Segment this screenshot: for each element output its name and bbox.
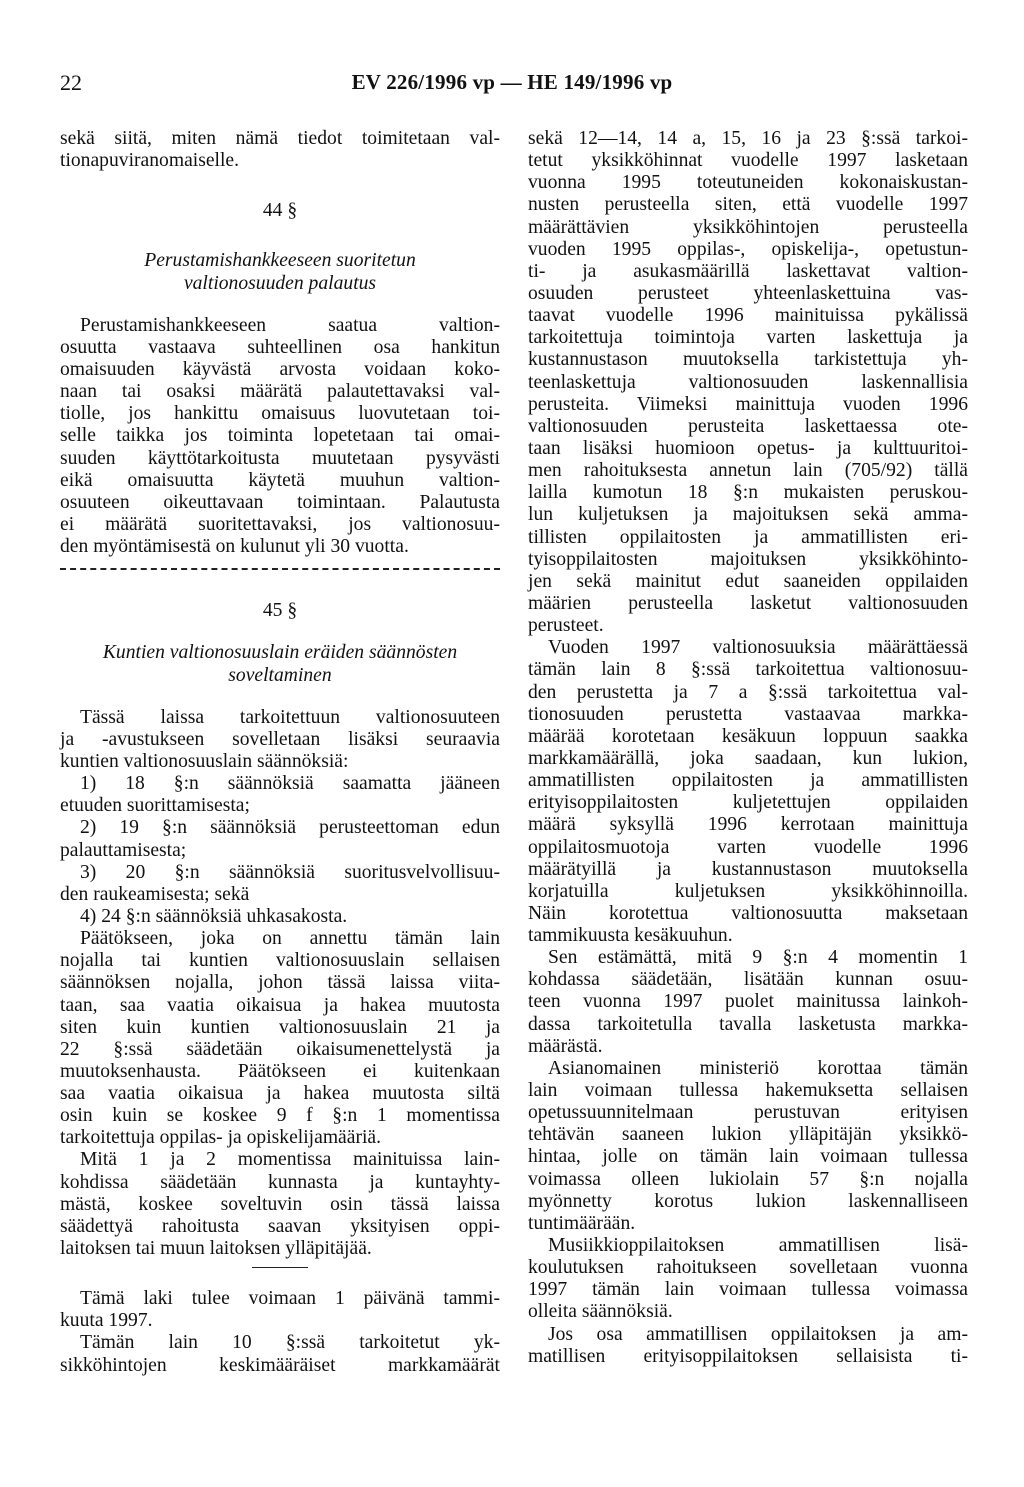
text-line: Sen estämättä, mitä 9 §:n 4 momentin 1 <box>548 947 968 969</box>
closing-paragraph-1 <box>60 1288 500 1332</box>
text-line: saa vaatia oikaisua ja hakea muutosta siltä <box>60 1083 500 1105</box>
text-line: laitoksen tai muun laitoksen ylläpitäjää. <box>60 1238 372 1260</box>
text-line: Tämän lain 10 §:ssä tarkoitetut yk- <box>80 1332 500 1354</box>
text-line: säädettyä rahoitusta saavan yksityisen oppi- <box>60 1215 500 1237</box>
text-line: säännöksen nojalla, johon tässä laissa viita- <box>60 972 500 994</box>
text-line: ti- ja asukasmäärillä laskettavat valtion- <box>528 260 968 282</box>
text-line: ammatillisten oppilaitosten ja ammatillisten <box>528 770 968 792</box>
text-line: omaisuuden käyvästä arvosta voidaan koko- <box>60 358 500 380</box>
text-line: muutoksenhausta. Päätökseen ei kuitenkaan <box>60 1060 500 1082</box>
text-line: naan tai osaksi määrätä palautettavaksi val- <box>60 381 500 403</box>
list-item <box>60 862 500 906</box>
text-line: voimassa olleen lukiolain 57 §:n nojalla <box>528 1168 968 1190</box>
text-line: osuuden perusteet yhteenlaskettuina vas- <box>528 282 968 304</box>
text-line: 2) 19 §:n säännöksiä perusteettoman edun <box>80 817 500 839</box>
paragraph <box>528 128 968 637</box>
text-line: määrää korotetaan kesäkuun loppuun saakka <box>528 725 968 747</box>
left-column <box>60 128 500 1377</box>
text-line: Perustamishankkeeseen suoritetun <box>144 250 416 272</box>
section-45-title <box>60 642 500 686</box>
text-line: perusteita. Viimeksi mainittuja vuoden 1996 <box>528 393 968 415</box>
text-line: Tämä laki tulee voimaan 1 päivänä tammi- <box>80 1288 500 1310</box>
text-line: men rahoituksesta annetun lain (705/92) tällä <box>528 460 968 482</box>
text-line: vuoden 1995 oppilas-, opiskelija-, opetustun- <box>528 238 968 260</box>
text-line: teenlaskettuja valtionosuuden laskennallisia <box>528 371 968 393</box>
right-column <box>528 128 968 1368</box>
text-line: Näin korotettua valtionosuutta maksetaan <box>528 902 968 924</box>
text-line: mästä, koskee soveltuvin osin tässä laissa <box>60 1193 500 1215</box>
closing-paragraph-2 <box>60 1332 500 1376</box>
text-line: tehtävän saaneen lukion ylläpitäjän yksikkö- <box>528 1124 968 1146</box>
text-line: kohdassa säädetään, lisätään kunnan osuu- <box>528 969 968 991</box>
text-line: määrästä. <box>528 1035 603 1057</box>
text-line: tiolle, jos hankittu omaisuus luovutetaan toi- <box>60 403 500 425</box>
text-line: tillisten oppilaitosten ja ammatillisten eri- <box>528 526 968 548</box>
text-line: soveltaminen <box>228 664 332 686</box>
text-line: Kuntien valtionosuuslain eräiden säännösten <box>102 642 458 664</box>
text-line: 3) 20 §:n säännöksiä suoritusvelvollisuu- <box>80 861 500 883</box>
horizontal-rule <box>60 1260 500 1278</box>
text-line: markkamäärällä, joka saadaan, kun lukion, <box>528 747 968 769</box>
text-line: lun kuljetuksen ja majoituksen sekä amma- <box>528 504 968 526</box>
text-line: kustannustason muutoksella tarkistettuja yh- <box>528 349 968 371</box>
text-line: ei määrätä suoritettavaksi, jos valtionosuu- <box>60 513 500 535</box>
text-line: tammikuusta kesäkuuhun. <box>528 925 733 947</box>
text-line: palauttamisesta; <box>60 839 187 861</box>
text-line: lailla kumotun 18 §:n mukaisten peruskou- <box>528 482 968 504</box>
text-line: matillisen erityisoppilaitoksen sellaisista ti- <box>528 1345 968 1367</box>
text-line: sekä 12—14, 14 a, 15, 16 ja 23 §:ssä tarkoi- <box>528 128 968 149</box>
text-line: lain voimaan tullessa hakemuksetta sellaisen <box>528 1080 968 1102</box>
text-line: koulutuksen rahoitukseen sovelletaan vuonna <box>528 1257 968 1279</box>
text-line: Musiikkioppilaitoksen ammatillisen lisä- <box>548 1235 968 1257</box>
running-title: EV 226/1996 vp — HE 149/1996 vp <box>351 70 673 94</box>
text-line: den myöntämisestä on kulunut yli 30 vuotta. <box>60 536 409 558</box>
paragraph <box>528 1235 968 1324</box>
section-45-intro <box>60 707 500 773</box>
text-line: osuutta vastaava suhteellinen osa hankitun <box>60 336 500 358</box>
text-line: etuuden suorittamisesta; <box>60 795 250 817</box>
text-line: 1) 18 §:n säännöksiä saamatta jääneen <box>80 773 500 795</box>
text-line: taan lisäksi huomioon opetus- ja kulttuuritoi- <box>528 437 968 459</box>
text-line: oppilaitosmuotoja varten vuodelle 1996 <box>528 836 968 858</box>
text-line: Asianomainen ministeriö korottaa tämän <box>548 1057 968 1079</box>
text-line: den perustetta ja 7 a §:ssä tarkoitettua val- <box>528 681 968 703</box>
text-line: kohdissa säädetään kunnasta ja kuntayhty- <box>60 1171 500 1193</box>
text-line: Mitä 1 ja 2 momentissa mainituissa lain- <box>80 1149 500 1171</box>
text-line: tyisoppilaitosten majoituksen yksikköhinto- <box>528 548 968 570</box>
text-line: määrätyillä ja kustannustason muutoksella <box>528 858 968 880</box>
section-45-paragraph-2 <box>60 928 500 1149</box>
text-line: Perustamishankkeeseen saatua valtion- <box>80 314 500 336</box>
section-44-title <box>60 250 500 294</box>
text-line: Vuoden 1997 valtionosuuksia määrättäessä <box>548 637 968 659</box>
text-line: selle taikka jos toiminta lopetetaan tai omai- <box>60 425 500 447</box>
text-line: osin kuin se koskee 9 f §:n 1 momentissa <box>60 1105 500 1127</box>
paragraph <box>528 947 968 1058</box>
section-44-body <box>60 315 500 559</box>
text-line: määrättävien yksikköhintojen perusteella <box>528 216 968 238</box>
text-line: valtionosuuden palautus <box>183 272 377 294</box>
text-line: dassa tarkoitetulla tavalla lasketusta markka- <box>528 1013 968 1035</box>
text-line: Tässä laissa tarkoitettuun valtionosuuteen <box>80 706 500 728</box>
text-line: nojalla tai kuntien valtionosuuslain sellaisen <box>60 950 500 972</box>
text-line: tämän lain 8 §:ssä tarkoitettua valtionosuu- <box>528 659 968 681</box>
text-line: suuden käyttötarkoitusta muutetaan pysyvästi <box>60 447 500 469</box>
text-line: eikä omaisuutta käytetä muuhun valtion- <box>60 469 500 491</box>
text-line: jen sekä mainitut edut saaneiden oppilaiden <box>528 570 968 592</box>
text-line: myönnetty korotus lukion laskennalliseen <box>528 1190 968 1212</box>
text-line: 4) 24 §:n säännöksiä uhkasakosta. <box>80 905 348 927</box>
dashed-separator <box>60 558 500 580</box>
text-line: opetussuunnitelmaan perustuvan erityisen <box>528 1102 968 1124</box>
text-line: Jos osa ammatillisen oppilaitoksen ja am- <box>548 1323 968 1345</box>
text-line: tarkoitettuja oppilas- ja opiskelijamääriä. <box>60 1127 382 1149</box>
section-45-paragraph-3 <box>60 1149 500 1260</box>
paragraph <box>60 128 500 172</box>
text-line: 22 §:ssä säädetään oikaisumenettelystä ja <box>60 1038 500 1060</box>
text-line: tarkoitettuja toimintoja varten laskettuja ja <box>528 327 968 349</box>
text-line: 1997 tämän lain voimaan tullessa voimassa <box>528 1279 968 1301</box>
paragraph <box>528 1324 968 1368</box>
text-line: erityisoppilaitosten kuljetettujen oppilaiden <box>528 792 968 814</box>
text-line: määrä syksyllä 1996 kerrotaan mainittuja <box>528 814 968 836</box>
text-line: teen vuonna 1997 puolet mainitussa lainkoh- <box>528 991 968 1013</box>
list-item <box>60 817 500 861</box>
text-line: ja -avustukseen sovelletaan lisäksi seuraavia <box>60 728 500 750</box>
text-line: tuntimäärään. <box>528 1212 636 1234</box>
text-line: tetut yksikköhinnat vuodelle 1997 lasketaan <box>528 150 968 172</box>
list-item <box>60 773 500 817</box>
text-line: sikköhintojen keskimääräiset markkamäärät <box>60 1354 500 1376</box>
text-line: sekä siitä, miten nämä tiedot toimitetaan val- <box>60 128 500 149</box>
text-line: olleita säännöksiä. <box>528 1301 673 1323</box>
text-line: Päätökseen, joka on annettu tämän lain <box>80 928 500 950</box>
page-header <box>0 70 1024 102</box>
list-item <box>60 906 500 928</box>
text-line: den raukeamisesta; sekä <box>60 883 250 905</box>
paragraph <box>528 1058 968 1235</box>
text-line: taan, saa vaatia oikaisua ja hakea muutosta <box>60 994 500 1016</box>
paragraph <box>528 637 968 947</box>
text-line: valtionosuuden perusteita laskettaessa ote- <box>528 415 968 437</box>
section-44-heading: 44 § <box>262 200 298 222</box>
text-line: siten kuin kuntien valtionosuuslain 21 ja <box>60 1016 500 1038</box>
text-line: perusteet. <box>528 615 604 637</box>
text-line: tionosuuden perustetta vastaavaa markka- <box>528 703 968 725</box>
text-line: taavat vuodelle 1996 mainituissa pykälissä <box>528 305 968 327</box>
text-line: määrien perusteella lasketut valtionosuuden <box>528 592 968 614</box>
text-line: nusten perusteella siten, että vuodelle 1997 <box>528 194 968 216</box>
text-line: kuntien valtionosuuslain säännöksiä: <box>60 750 349 772</box>
text-line: tionapuviranomaiselle. <box>60 150 240 172</box>
text-line: osuuteen oikeuttavaan toimintaan. Palautusta <box>60 491 500 513</box>
text-line: hintaa, jolle on tämän lain voimaan tullessa <box>528 1146 968 1168</box>
text-line: korjatuilla kuljetuksen yksikköhinnoilla. <box>528 880 968 902</box>
section-45-heading: 45 § <box>262 600 298 622</box>
text-line: kuuta 1997. <box>60 1310 153 1332</box>
text-line: vuonna 1995 toteutuneiden kokonaiskustan- <box>528 172 968 194</box>
page-number: 22 <box>60 70 82 95</box>
